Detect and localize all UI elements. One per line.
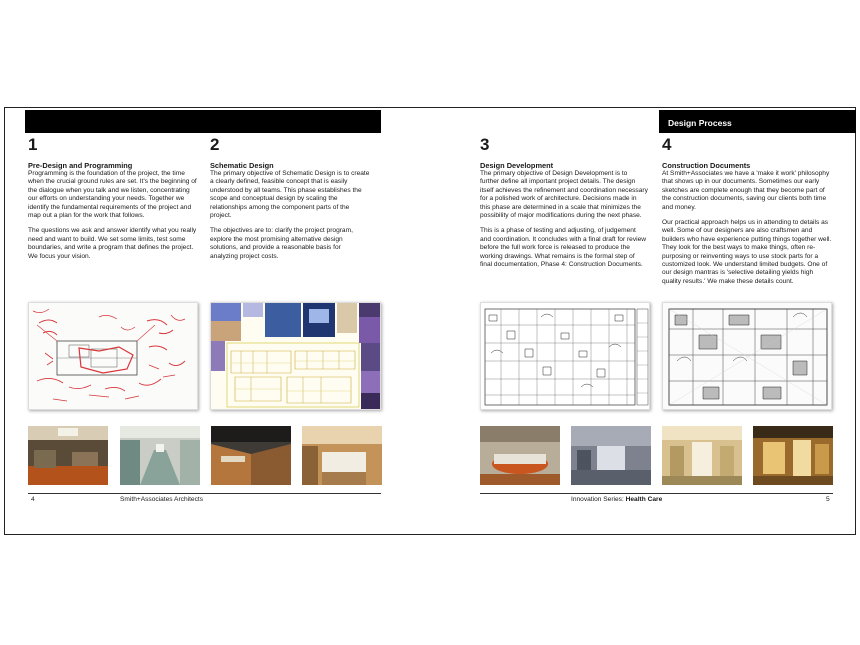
footer-series-topic: Health Care bbox=[625, 496, 663, 503]
footer-publisher: Smith+Associates Architects bbox=[120, 496, 204, 503]
programming-sketch-image bbox=[28, 302, 198, 410]
page-number-right: 5 bbox=[826, 496, 830, 503]
interior-photo-7 bbox=[662, 426, 742, 485]
phase-number: 4 bbox=[662, 135, 672, 154]
footer-rule-right bbox=[480, 493, 833, 494]
schematic-collage-image bbox=[210, 302, 381, 410]
phase-title: Schematic Design bbox=[210, 161, 274, 170]
phase-number: 3 bbox=[480, 135, 490, 154]
phase-column-4 bbox=[662, 136, 834, 286]
phase-title: Construction Documents bbox=[662, 161, 751, 170]
footer-series-label: Innovation Series: bbox=[571, 496, 626, 503]
phase-paragraph: At Smith+Associates we have a 'make it work' philosophy that shows up in our documents. Sometimes our early sketches are complete enough that they become part of the construction documents, saving our clients both time and money. bbox=[662, 170, 830, 211]
header-bar-left bbox=[25, 110, 381, 133]
phase-column-1 bbox=[28, 136, 198, 261]
phase-title: Pre-Design and Programming bbox=[28, 161, 133, 170]
page-number-left: 4 bbox=[31, 496, 35, 503]
interior-photo-8 bbox=[753, 426, 833, 485]
phase-number: 2 bbox=[210, 135, 220, 154]
phase-paragraph: The primary objective of Design Development is to further define all important project details. The design itself achieves the refinement and coordination necessary for a polished work of architecture. Decisions made in this phase are determined in a scale that minimizes the possibility of major modifications during the next phase. bbox=[480, 170, 648, 220]
phase-paragraph: The primary objective of Schematic Design is to create a clearly defined, feasible concept that is easily understood by all teams. This phase establishes the scope and conceptual design by scaling the relationships among the component parts of the project. bbox=[210, 170, 370, 220]
section-label: Design Process bbox=[659, 110, 856, 133]
interior-photo-6 bbox=[571, 426, 651, 485]
phase-paragraph: The objectives are to: clarify the project program, explore the most promising alternative design solutions, and provide a reasonable basis for analyzing project costs. bbox=[210, 227, 353, 260]
construction-document-image bbox=[662, 302, 832, 410]
footer-rule-left bbox=[28, 493, 381, 494]
phase-number: 1 bbox=[28, 135, 38, 154]
phase-column-3 bbox=[480, 136, 648, 269]
phase-paragraph: Programming is the foundation of the project, the time when the crucial ground rules are set. It's the beginning of the dialogue when you talk and we listen, concentrating our efforts on understanding your needs. Together we identify the fundamental requirements of the project and map out a plan for the work that follows. bbox=[28, 170, 197, 220]
interior-photo-4 bbox=[302, 426, 382, 485]
phase-paragraph: This is a phase of testing and adjusting, of judgement and coordination. It concludes with a final draft for review before the full work force is released to produce the working drawings. What remains is the formal step of final documentation, Phase 4: Construction Documents. bbox=[480, 227, 647, 269]
footer-series bbox=[571, 496, 662, 504]
phase-paragraph: Our practical approach helps us in attending to details as well. Some of our designers are also craftsmen and builders who have experience putting things together well. They look for the best ways to make things, often re-purposing or reinventing ways to use stock parts for a customized look. We understand limited budgets. One of our design mantras is 'selective detailing yields high quality results.' We make these details count. bbox=[662, 219, 832, 285]
phase-column-2 bbox=[210, 136, 370, 261]
interior-photo-5 bbox=[480, 426, 560, 485]
interior-photo-1 bbox=[28, 426, 108, 485]
phase-paragraph: The questions we ask and answer identify what you really need and want to build. We set some limits, test some boundaries, and write a program that defines the project. We focus your vision. bbox=[28, 227, 197, 260]
interior-photo-3 bbox=[211, 426, 291, 485]
phase-title: Design Development bbox=[480, 161, 554, 170]
interior-photo-2 bbox=[120, 426, 200, 485]
design-development-plan-image bbox=[480, 302, 650, 410]
